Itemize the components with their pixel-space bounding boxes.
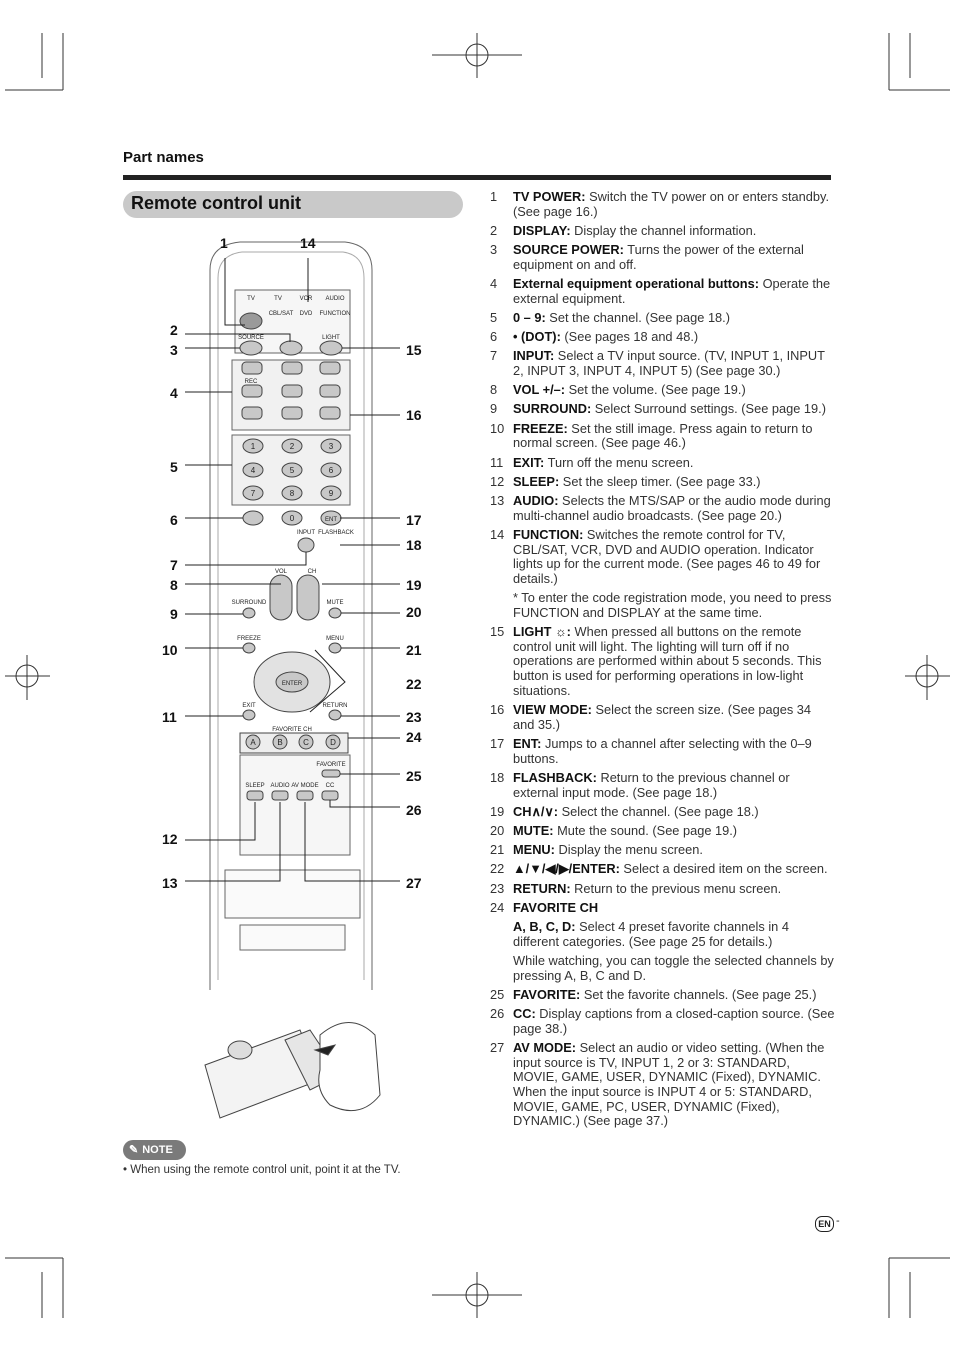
list-item xyxy=(490,422,835,451)
item-text: Set the sleep timer. (See page 33.) xyxy=(559,473,761,489)
item-term: CH∧/∨: xyxy=(513,803,559,819)
vol-label: VOL xyxy=(274,569,288,575)
surround-label: SURROUND xyxy=(231,600,267,606)
item-term: FLASHBACK: xyxy=(513,769,597,785)
callout-22: 22 xyxy=(406,676,422,692)
item-number: 9 xyxy=(490,401,498,417)
item-body xyxy=(513,422,835,451)
abcd-a: A xyxy=(250,738,256,747)
callout-13: 13 xyxy=(162,875,178,891)
list-item xyxy=(490,625,835,699)
item-number: 26 xyxy=(490,1006,505,1022)
item-number: 19 xyxy=(490,803,505,819)
source-label: SOURCE xyxy=(238,335,264,341)
list-item xyxy=(490,528,835,587)
language-badge: EN xyxy=(815,1216,834,1232)
list-item xyxy=(490,737,835,766)
item-body xyxy=(513,1041,835,1129)
item-number xyxy=(490,954,513,983)
item-body xyxy=(513,625,835,699)
list-item xyxy=(490,920,835,949)
item-text: Switches the remote control for TV, CBL/SAT, VCR, DVD and AUDIO operation. Indicator lights up for the current mode. (See pages 46 to 49 for details.) xyxy=(513,526,821,586)
list-item xyxy=(490,311,835,326)
item-term: MUTE: xyxy=(513,823,554,839)
item-text: Select a desired item on the screen. xyxy=(619,861,828,877)
list-item xyxy=(490,243,835,272)
callout-23: 23 xyxy=(406,709,422,725)
item-term: TV POWER: xyxy=(513,189,586,204)
audio-label: AUDIO xyxy=(325,296,345,302)
vcr-label: VCR xyxy=(299,296,313,302)
item-text: Switch the TV power on or enters standby. (See page 16.) xyxy=(513,189,830,219)
item-body xyxy=(513,528,835,587)
item-number: 15 xyxy=(490,624,505,640)
callout-17: 17 xyxy=(406,512,422,528)
item-number xyxy=(490,591,513,620)
callout-26: 26 xyxy=(406,802,422,818)
callout-19: 19 xyxy=(406,577,422,593)
item-body xyxy=(513,882,835,897)
callout-24: 24 xyxy=(406,729,422,745)
abcd-b: B xyxy=(277,738,283,747)
item-term: VIEW MODE: xyxy=(513,702,592,718)
item-number: 22 xyxy=(490,861,505,877)
remote-diagram xyxy=(150,230,450,995)
freeze-label: FREEZE xyxy=(237,636,261,642)
item-number: 7 xyxy=(490,348,498,364)
item-number: 16 xyxy=(490,702,505,718)
list-item xyxy=(490,330,835,345)
item-body xyxy=(513,862,835,877)
callout-6: 6 xyxy=(170,512,178,528)
list-item xyxy=(490,349,835,378)
note-text: • When using the remote control unit, point it at the TV. xyxy=(123,1164,401,1176)
item-term: AV MODE: xyxy=(513,1039,577,1055)
item-text: Select Surround settings. (See page 19.) xyxy=(591,401,826,417)
item-body xyxy=(513,901,835,916)
list-item xyxy=(490,954,835,983)
item-list xyxy=(490,190,835,1134)
callout-10: 10 xyxy=(162,642,178,658)
item-term: FREEZE: xyxy=(513,420,568,436)
item-body xyxy=(513,330,835,345)
callout-16: 16 xyxy=(406,407,422,423)
callout-8: 8 xyxy=(170,577,178,593)
item-number: 24 xyxy=(490,899,505,915)
item-text: Jumps to a channel after selecting with the 0–9 buttons. xyxy=(513,736,812,766)
callout-11: 11 xyxy=(162,709,177,725)
item-number: 2 xyxy=(490,222,498,238)
digit-5: 5 xyxy=(289,466,295,475)
item-term: External equipment operational buttons: xyxy=(513,276,760,292)
exit-label: EXIT xyxy=(242,703,256,709)
item-term: DISPLAY: xyxy=(513,222,571,238)
item-body xyxy=(513,349,835,378)
abcd-d: D xyxy=(330,738,336,747)
item-text: When pressed all buttons on the remote control unit will light. The lighting will turn off if no operations are performed within about 5 seconds. This button is used for performing operations in low-light situations. xyxy=(513,624,822,698)
item-number: 17 xyxy=(490,736,505,751)
item-text: (See pages 18 and 48.) xyxy=(560,329,699,345)
item-term: MENU: xyxy=(513,842,555,858)
callout-12: 12 xyxy=(162,831,178,847)
item-body xyxy=(513,843,835,858)
item-term: SURROUND: xyxy=(513,401,592,417)
item-text: Display the channel information. xyxy=(570,222,757,238)
input-label: INPUT xyxy=(297,530,315,536)
list-item xyxy=(490,843,835,858)
item-number: 25 xyxy=(490,986,505,1002)
item-number: 23 xyxy=(490,880,505,896)
list-item xyxy=(490,771,835,800)
item-text: Turns the power of the external equipment on and off. xyxy=(513,242,804,272)
list-item xyxy=(490,224,835,239)
item-body xyxy=(513,703,835,732)
item-body xyxy=(513,824,835,839)
list-item xyxy=(490,475,835,490)
cc-label: CC xyxy=(325,783,335,789)
list-item xyxy=(490,703,835,732)
list-item xyxy=(490,277,835,306)
item-term: EXIT: xyxy=(513,454,545,470)
item-term: SLEEP: xyxy=(513,473,560,489)
digit-2: 2 xyxy=(289,442,295,451)
section-rule xyxy=(123,175,831,180)
callout-2: 2 xyxy=(170,322,178,338)
item-number: 6 xyxy=(490,329,498,345)
item-body xyxy=(513,988,835,1003)
digit-7: 7 xyxy=(250,489,256,498)
item-body xyxy=(513,737,835,766)
dvd-label: DVD xyxy=(299,311,313,317)
item-body xyxy=(513,954,835,983)
item-body xyxy=(513,456,835,471)
callout-4: 4 xyxy=(170,385,178,401)
list-item xyxy=(490,1041,835,1129)
item-body xyxy=(513,277,835,306)
item-term: 0 – 9: xyxy=(513,309,546,325)
list-item xyxy=(490,882,835,897)
item-body xyxy=(513,475,835,490)
item-text: Turn off the menu screen. xyxy=(544,454,694,470)
item-term: AUDIO: xyxy=(513,492,559,508)
item-body xyxy=(513,190,835,219)
item-text: Select the screen size. (See pages 34 and 35.) xyxy=(513,702,812,732)
avmode-label: AV MODE xyxy=(291,783,319,789)
item-number: 10 xyxy=(490,420,505,436)
digit-9: 9 xyxy=(328,489,334,498)
section-title: Part names xyxy=(123,149,204,166)
item-term: VOL +/–: xyxy=(513,382,566,398)
rec-label: REC xyxy=(244,379,258,385)
item-number: 27 xyxy=(490,1039,505,1055)
digit-8: 8 xyxy=(289,489,295,498)
item-term: INPUT: xyxy=(513,348,555,364)
item-number: 13 xyxy=(490,492,505,508)
callout-7: 7 xyxy=(170,557,178,573)
item-body xyxy=(513,311,835,326)
item-body xyxy=(513,224,835,239)
item-text: Operate the external equipment. xyxy=(513,276,831,306)
item-number: 12 xyxy=(490,473,505,489)
item-text: Selects the MTS/SAP or the audio mode during multi-channel audio broadcasts. (See page 20.) xyxy=(513,492,831,523)
item-body xyxy=(513,243,835,272)
item-text: Set the favorite channels. (See page 25.) xyxy=(580,986,817,1002)
item-body xyxy=(513,920,835,949)
item-term: RETURN: xyxy=(513,880,571,896)
item-body xyxy=(513,805,835,820)
tv2-label: TV xyxy=(274,296,282,302)
item-term: ▲/▼/◀/▶/ENTER: xyxy=(513,861,620,877)
list-item xyxy=(490,456,835,471)
digit-3: 3 xyxy=(328,442,334,451)
page-dash: - xyxy=(836,1215,840,1227)
note-badge-label: NOTE xyxy=(142,1144,173,1156)
ch-label: CH xyxy=(307,569,317,575)
item-body xyxy=(513,494,835,523)
cbl-label: CBL/SAT xyxy=(268,311,294,317)
light-label: LIGHT xyxy=(322,335,340,341)
item-number: 3 xyxy=(490,242,498,258)
item-text: Return to the previous channel or external input mode. (See page 18.) xyxy=(513,769,790,800)
item-number: 1 xyxy=(490,189,498,204)
abcd-c: C xyxy=(303,738,309,747)
callout-3: 3 xyxy=(170,342,178,358)
item-number: 4 xyxy=(490,276,498,292)
callout-9: 9 xyxy=(170,606,178,622)
list-item xyxy=(490,402,835,417)
tv-label: TV xyxy=(247,296,255,302)
item-text: Set the still image. Press again to return to normal screen. (See page 46.) xyxy=(513,420,813,451)
item-body xyxy=(513,383,835,398)
item-body xyxy=(513,771,835,800)
battery-cover-illustration xyxy=(200,1010,390,1125)
audio2-label: AUDIO xyxy=(270,783,290,789)
item-body xyxy=(513,1007,835,1036)
item-text: Select the channel. (See page 18.) xyxy=(558,803,759,819)
callout-21: 21 xyxy=(406,642,422,658)
item-body xyxy=(513,591,835,620)
item-term: FUNCTION: xyxy=(513,526,584,542)
callout-14: 14 xyxy=(300,235,316,251)
item-term: A, B, C, D: xyxy=(513,919,576,935)
callout-5: 5 xyxy=(170,459,178,475)
item-number: 14 xyxy=(490,526,505,542)
list-item xyxy=(490,824,835,839)
favorite-ch-label: FAVORITE CH xyxy=(272,727,312,733)
item-text: Display captions from a closed-caption source. (See page 38.) xyxy=(513,1006,835,1036)
digit-4: 4 xyxy=(250,466,256,475)
sleep-label: SLEEP xyxy=(245,783,265,789)
digit-6: 6 xyxy=(328,466,334,475)
item-text: While watching, you can toggle the selected channels by pressing A, B, C and D. xyxy=(513,952,834,983)
note-badge xyxy=(123,1140,186,1160)
function-label: FUNCTION xyxy=(319,311,351,317)
list-item xyxy=(490,805,835,820)
list-item xyxy=(490,901,835,916)
item-number: 8 xyxy=(490,382,498,398)
item-number: 5 xyxy=(490,309,498,325)
callout-27: 27 xyxy=(406,875,422,891)
list-item xyxy=(490,862,835,877)
list-item xyxy=(490,494,835,523)
item-term: FAVORITE CH xyxy=(513,899,599,915)
list-item xyxy=(490,591,835,620)
item-text: Mute the sound. (See page 19.) xyxy=(553,823,738,839)
callout-18: 18 xyxy=(406,537,422,553)
item-term: ENT: xyxy=(513,736,542,751)
item-text: Display the menu screen. xyxy=(554,842,703,858)
favorite-label: FAVORITE xyxy=(316,762,346,768)
flashback-label: FLASHBACK xyxy=(318,530,354,536)
item-number: 11 xyxy=(490,454,504,470)
callout-1: 1 xyxy=(220,235,228,251)
digit-0: 0 xyxy=(289,514,295,523)
mute-label: MUTE xyxy=(326,600,344,606)
item-number: 20 xyxy=(490,823,505,839)
item-text: * To enter the code registration mode, you need to press FUNCTION and DISPLAY at the same time. xyxy=(513,590,832,620)
item-number xyxy=(490,920,513,949)
item-number: 21 xyxy=(490,842,505,858)
item-text: Select 4 preset favorite channels in 4 different categories. (See page 25 for details.) xyxy=(513,919,789,949)
list-item xyxy=(490,190,835,219)
item-text: Set the volume. (See page 19.) xyxy=(565,382,746,398)
item-text: Return to the previous menu screen. xyxy=(570,880,782,896)
item-text: Select a TV input source. (TV, INPUT 1, INPUT 2, INPUT 3, INPUT 4, INPUT 5) (See page 30.) xyxy=(513,348,825,379)
item-term: SOURCE POWER: xyxy=(513,242,624,258)
list-item xyxy=(490,988,835,1003)
pencil-icon: ✎ xyxy=(129,1144,139,1156)
item-term: • (DOT): xyxy=(513,329,561,345)
item-text: Select an audio or video setting. (When the input source is TV, INPUT 1, 2 or 3: STANDARD, MOVIE, GAME, USER, DYNAMIC (Fixed), DYNAMIC. When the input source is INPUT 4 or 5: STANDARD, MOVIE, GAME, PC, USER, DYNAMIC (Fixed), DYNAMIC.) (See page 37.) xyxy=(513,1039,825,1129)
item-term: FAVORITE: xyxy=(513,986,581,1002)
list-item xyxy=(490,383,835,398)
callout-20: 20 xyxy=(406,604,422,620)
page-title: Remote control unit xyxy=(131,193,301,213)
item-text: Set the channel. (See page 18.) xyxy=(545,309,730,325)
return-label: RETURN xyxy=(322,703,348,709)
callout-25: 25 xyxy=(406,768,422,784)
item-number: 18 xyxy=(490,769,505,785)
enter-label: ENTER xyxy=(281,681,303,687)
item-term: CC: xyxy=(513,1006,536,1022)
callout-15: 15 xyxy=(406,342,422,358)
item-body xyxy=(513,402,835,417)
list-item xyxy=(490,1007,835,1036)
menu-label: MENU xyxy=(326,636,344,642)
digit-1: 1 xyxy=(250,442,256,451)
ent-label: ENT xyxy=(325,517,337,523)
item-term: LIGHT ☼: xyxy=(513,624,571,640)
